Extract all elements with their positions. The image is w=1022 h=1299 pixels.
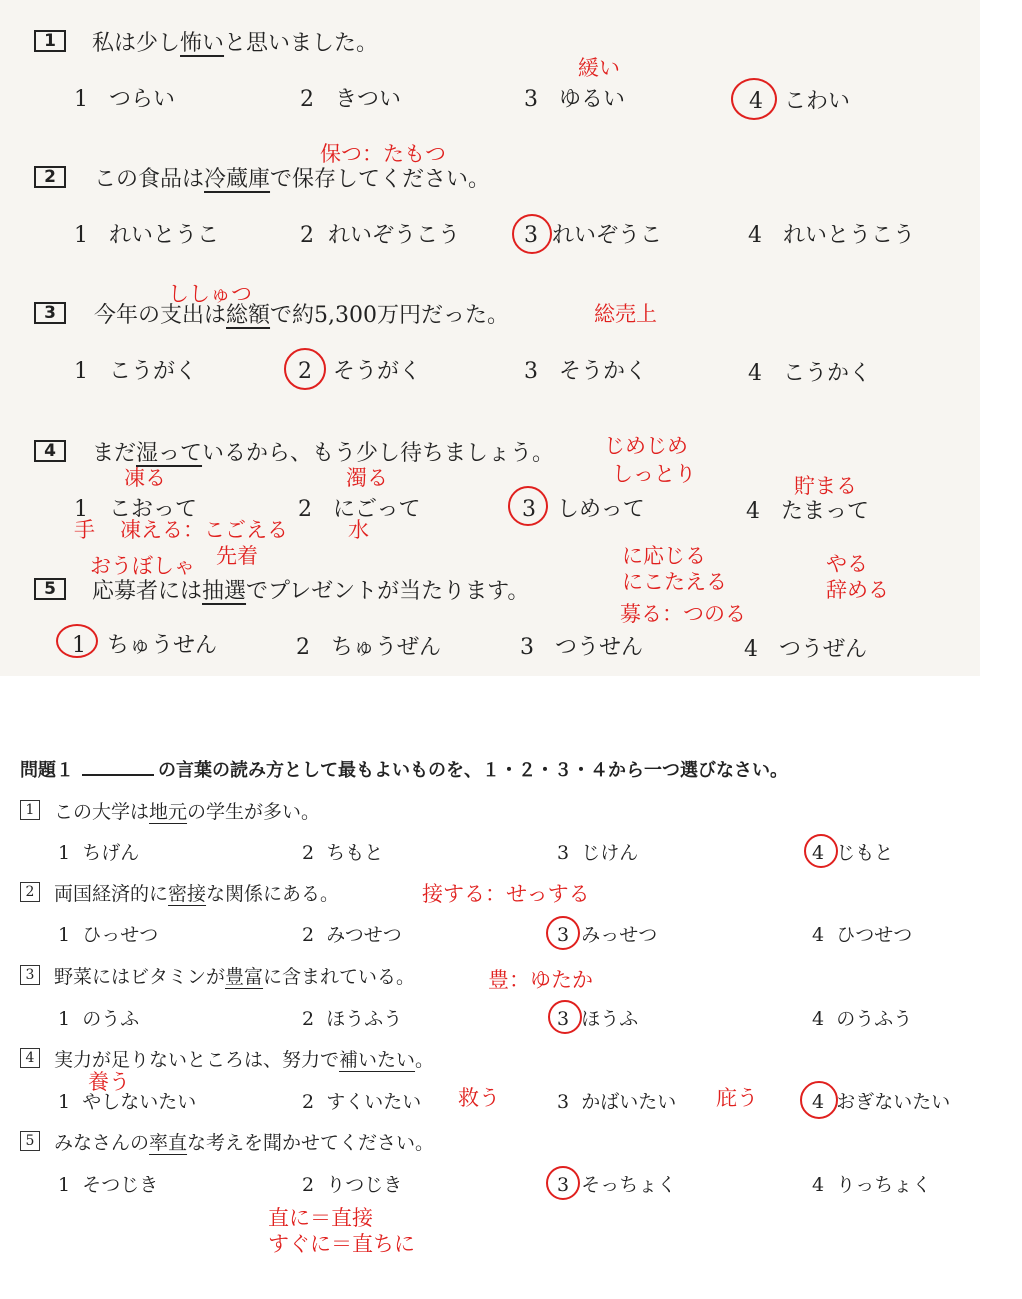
- option[interactable]: 3 かばいたい: [557, 1091, 677, 1113]
- option[interactable]: 2 みつせつ: [302, 924, 402, 946]
- question-number: 1: [20, 800, 40, 820]
- option[interactable]: 1 つらい: [74, 87, 175, 112]
- option[interactable]: 4 じもと: [812, 842, 894, 864]
- option[interactable]: 2 れいぞうこう: [300, 223, 461, 248]
- option[interactable]: 2 にごって: [298, 497, 421, 522]
- target-word: 抽選: [202, 579, 247, 604]
- target-word: 密接: [168, 883, 207, 905]
- handwritten-note: 募る：つのる: [620, 602, 746, 626]
- handwritten-note: 水: [348, 518, 369, 542]
- handwritten-note: 凍える：こごえる: [120, 518, 288, 542]
- option[interactable]: 4 つうぜん: [744, 637, 867, 662]
- handwritten-note: おうぼしゃ: [90, 554, 195, 578]
- answer-circle: [548, 1000, 582, 1034]
- option[interactable]: 1 こうがく: [74, 359, 197, 384]
- answer-circle: [284, 348, 326, 390]
- option[interactable]: 3 しめって: [522, 497, 645, 522]
- question-number: 1: [34, 30, 66, 52]
- handwritten-note: やる: [826, 552, 868, 576]
- question-sentence: 私は少し怖いと思いました。: [92, 31, 379, 56]
- handwritten-note: 辞める: [826, 578, 889, 602]
- question-sentence: 両国経済的に密接な関係にある。: [54, 883, 340, 905]
- option[interactable]: 1 ひっせつ: [58, 924, 159, 946]
- question-number: 2: [34, 166, 66, 188]
- option[interactable]: 1 ちゅうせん: [72, 633, 217, 658]
- option[interactable]: 1 のうふ: [58, 1008, 140, 1030]
- question-number: 4: [34, 440, 66, 462]
- option[interactable]: 3 ゆるい: [524, 87, 625, 112]
- handwritten-note: 緩い: [578, 56, 620, 80]
- handwritten-note: 救う: [458, 1086, 500, 1110]
- instruction-heading: 問題１ の言葉の読み方として最もよいものを、１・２・３・４から一つ選びなさい。: [20, 760, 788, 781]
- target-word: 怖い: [180, 31, 225, 56]
- handwritten-note: 豊：ゆたか: [488, 968, 593, 992]
- question-sentence: みなさんの率直な考えを聞かせてください。: [54, 1132, 435, 1154]
- option[interactable]: 2 ほうふう: [302, 1008, 403, 1030]
- target-word: 総額: [226, 303, 271, 328]
- target-word: 湿って: [136, 441, 203, 466]
- option[interactable]: 2 すくいたい: [302, 1091, 422, 1113]
- question-sentence: 野菜にはビタミンが豊富に含まれている。: [54, 966, 416, 988]
- target-word: 率直: [149, 1132, 188, 1154]
- handwritten-note: すぐに＝直ちに: [268, 1232, 415, 1256]
- option[interactable]: 4 こわい: [749, 89, 850, 114]
- handwritten-note: 庇う: [716, 1086, 758, 1110]
- target-word: 補いたい: [339, 1049, 416, 1071]
- option[interactable]: 4 ひつせつ: [812, 924, 913, 946]
- question-number: 5: [20, 1131, 40, 1151]
- handwritten-note: 先着: [216, 544, 258, 568]
- option[interactable]: 2 そうがく: [298, 359, 421, 384]
- handwritten-note: 総売上: [594, 302, 657, 326]
- option[interactable]: 3 ほうふ: [557, 1008, 639, 1030]
- option[interactable]: 3 そうかく: [524, 359, 647, 384]
- handwritten-note: 保つ：たもつ: [320, 142, 446, 166]
- question-sentence: 応募者には抽選でプレゼントが当たります。: [92, 579, 530, 604]
- handwritten-note: 接する：せっする: [422, 882, 590, 906]
- option[interactable]: 1 ちげん: [58, 842, 140, 864]
- option[interactable]: 1 そつじき: [58, 1174, 159, 1196]
- handwritten-note: 濁る: [346, 466, 388, 490]
- handwritten-note: じめじめ: [604, 434, 688, 458]
- option[interactable]: 3 みっせつ: [557, 924, 658, 946]
- answer-circle: [804, 834, 838, 868]
- target-word: 冷蔵庫: [204, 167, 271, 192]
- option[interactable]: 1 やしないたい: [58, 1091, 197, 1113]
- option[interactable]: 3 じけん: [557, 842, 639, 864]
- option[interactable]: 1 こおって: [74, 497, 197, 522]
- question-sentence: この大学は地元の学生が多い。: [54, 801, 321, 823]
- question-sentence: 実力が足りないところは、努力で補いたい。: [54, 1049, 435, 1071]
- option[interactable]: 2 りつじき: [302, 1174, 403, 1196]
- question-number: 2: [20, 882, 40, 902]
- handwritten-note: 手: [74, 518, 95, 542]
- handwritten-note: に応じる: [622, 544, 706, 568]
- handwritten-note: 養う: [88, 1070, 130, 1094]
- answer-circle: [56, 624, 98, 658]
- handwritten-note: にこたえる: [622, 570, 727, 594]
- target-word: 豊富: [225, 966, 264, 988]
- handwritten-note: しっとり: [612, 462, 696, 486]
- question-number: 4: [20, 1048, 40, 1068]
- question-sentence: まだ湿っているから、もう少し待ちましょう。: [92, 441, 555, 466]
- option[interactable]: 2 きつい: [300, 87, 401, 112]
- handwritten-note: 直に＝直接: [268, 1206, 373, 1230]
- question-sentence: 今年の支出は総額で約5,300万円だった。: [94, 303, 510, 328]
- option[interactable]: 4 おぎないたい: [812, 1091, 951, 1113]
- question-sentence: この食品は冷蔵庫で保存してください。: [94, 167, 491, 192]
- option[interactable]: 2 ちもと: [302, 842, 384, 864]
- answer-circle: [546, 1166, 580, 1200]
- answer-circle: [546, 916, 580, 950]
- handwritten-note: 凍る: [124, 466, 166, 490]
- option[interactable]: 2 ちゅうぜん: [296, 635, 441, 660]
- answer-circle: [800, 1081, 838, 1119]
- question-number: 5: [34, 578, 66, 600]
- answer-circle: [508, 486, 548, 526]
- question-number: 3: [34, 302, 66, 324]
- answer-circle: [731, 78, 777, 120]
- answer-circle: [512, 214, 552, 254]
- option[interactable]: 4 れいとうこう: [748, 223, 915, 248]
- option[interactable]: 4 こうかく: [748, 361, 871, 386]
- option[interactable]: 3 そっちょく: [557, 1174, 677, 1196]
- question-number: 3: [20, 965, 40, 985]
- option[interactable]: 1 れいとうこ: [74, 223, 219, 248]
- target-word: 地元: [149, 801, 188, 823]
- underline-blank: [82, 758, 154, 776]
- option[interactable]: 3 つうせん: [520, 635, 643, 660]
- option[interactable]: 4 りっちょく: [812, 1174, 932, 1196]
- handwritten-note: ししゅつ: [168, 282, 252, 306]
- option[interactable]: 4 のうふう: [812, 1008, 913, 1030]
- option[interactable]: 4 たまって: [746, 499, 869, 524]
- handwritten-note: 貯まる: [794, 474, 857, 498]
- option[interactable]: 3 れいぞうこ: [524, 223, 663, 248]
